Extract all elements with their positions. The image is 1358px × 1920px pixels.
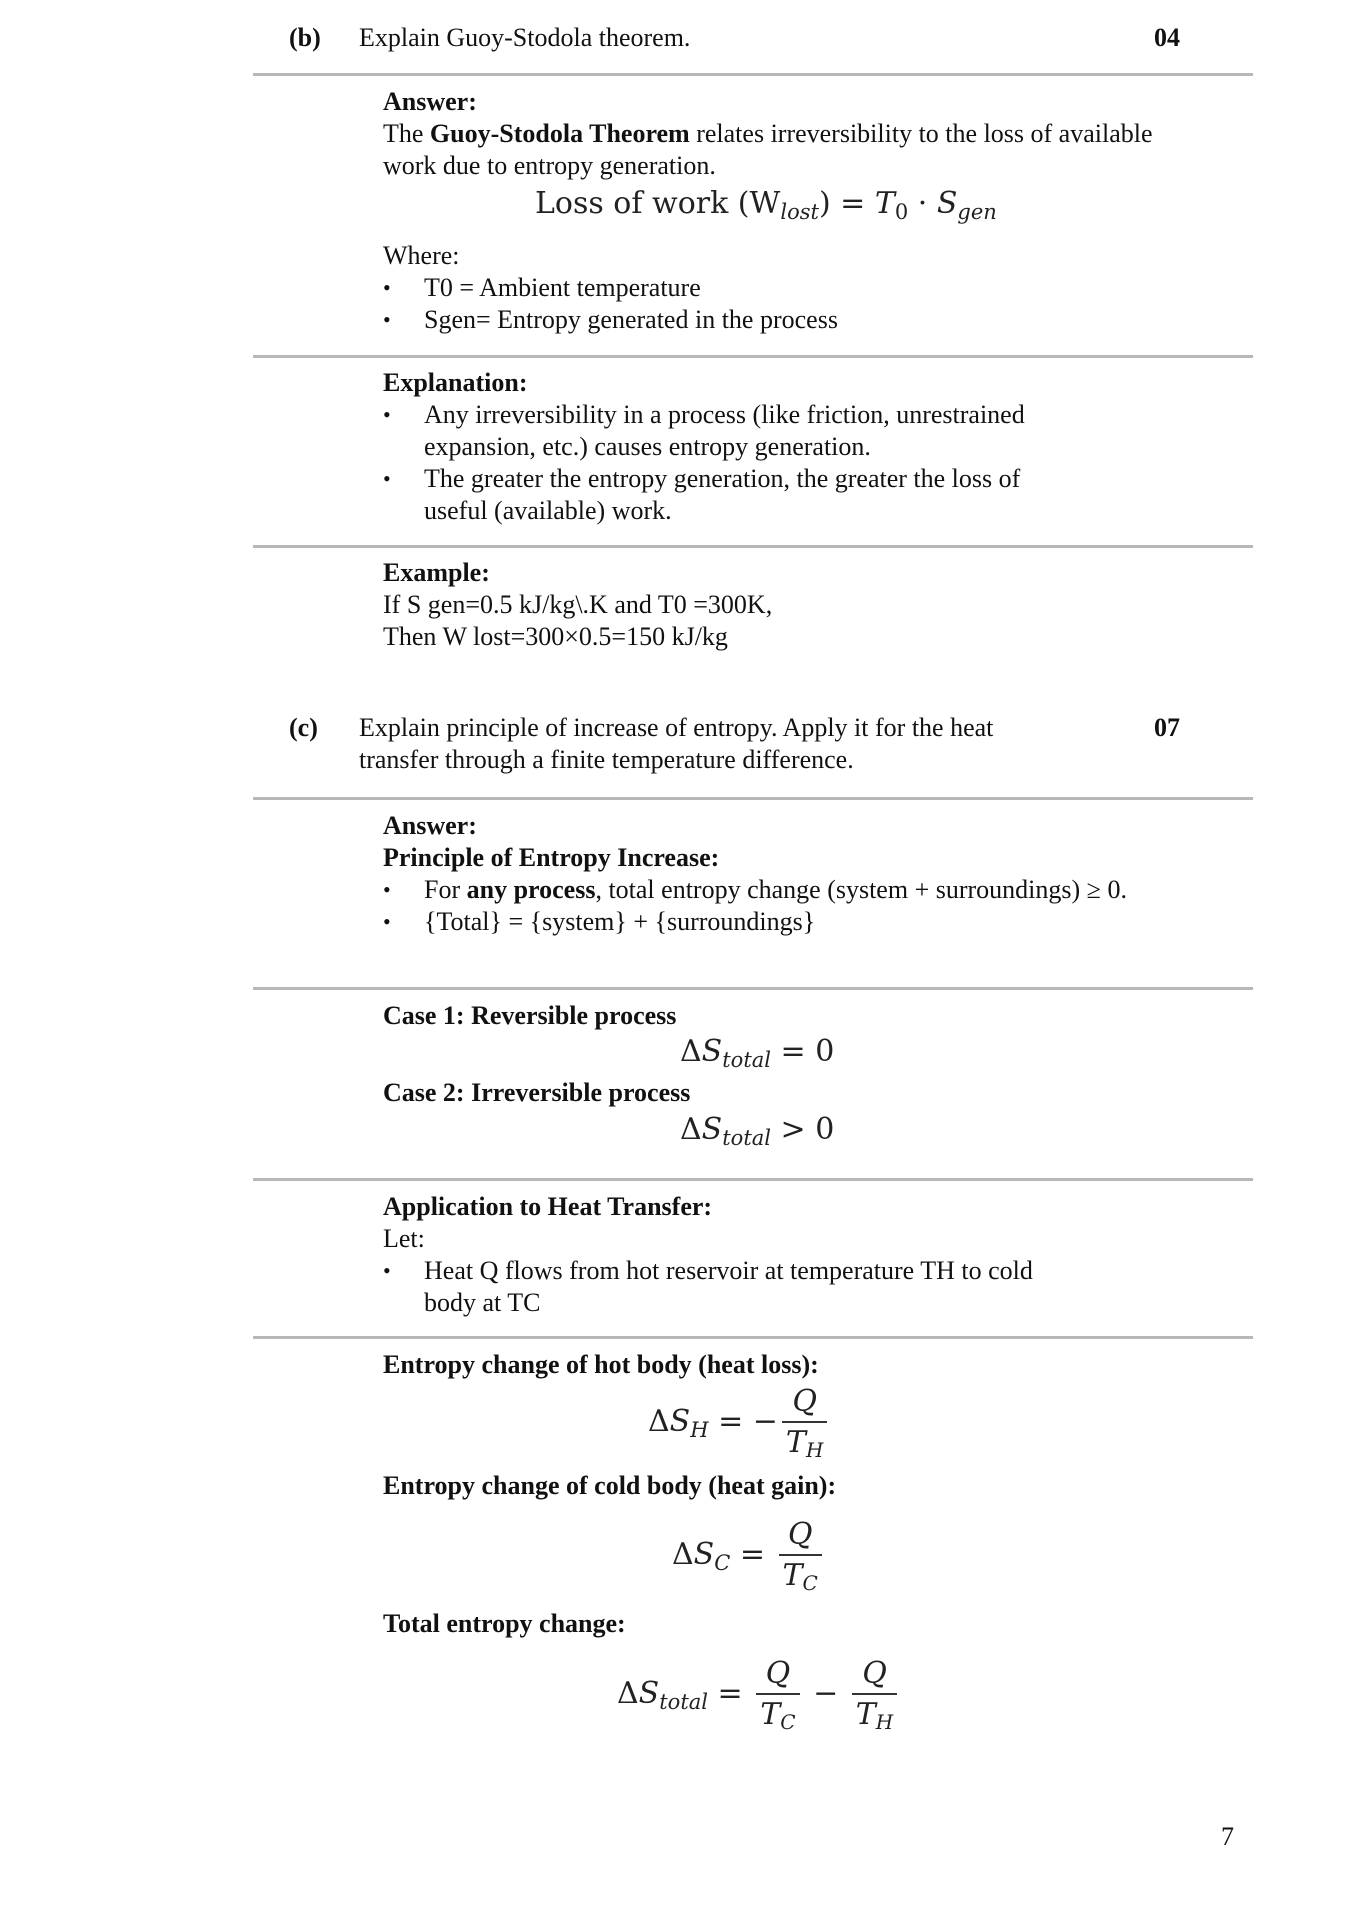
principle-heading: Principle of Entropy Increase: bbox=[383, 843, 720, 872]
answer-heading: Answer: bbox=[383, 811, 477, 840]
answer-heading: Answer: bbox=[383, 87, 477, 116]
hot-body-heading: Entropy change of hot body (heat loss): bbox=[383, 1350, 819, 1379]
list-item: • For any process, total entropy change (system + surroundings) ≥ 0. bbox=[383, 874, 1133, 906]
explanation-heading: Explanation: bbox=[383, 368, 528, 397]
total-heading: Total entropy change: bbox=[383, 1609, 626, 1638]
page-number: 7 bbox=[1221, 1822, 1234, 1851]
where-section bbox=[383, 240, 1183, 336]
application-section bbox=[383, 1191, 1133, 1319]
principle-list bbox=[383, 874, 1133, 938]
question-label: (b) bbox=[289, 23, 321, 52]
question-marks: 04 bbox=[1154, 23, 1180, 52]
hot-body-equation: $\Delta S_H$ = − $\frac{Q}{T_H}$ bbox=[648, 1384, 831, 1462]
reversible-equation: $\Delta S_{total} = 0$ bbox=[680, 1034, 835, 1072]
answer-c bbox=[383, 810, 1133, 938]
case1-heading: Case 1: Reversible process bbox=[383, 1001, 677, 1030]
total-entropy-equation: $\Delta S_{total}$ = $\frac{Q}{T_C}$ − $\frac{Q}{T_H}$ bbox=[617, 1656, 901, 1734]
question-text: Explain Guoy-Stodola theorem. bbox=[359, 23, 691, 52]
irreversible-equation: $\Delta S_{total} > 0$ bbox=[680, 1112, 835, 1150]
example-line: Then W lost=300×0.5=150 kJ/kg bbox=[383, 622, 728, 651]
case2-heading-wrap bbox=[383, 1077, 1183, 1109]
example-line: If S gen=0.5 kJ/kg\.K and T0 =300K, bbox=[383, 590, 773, 619]
cold-body-equation: $\Delta S_C$ = $\frac{Q}{T_C}$ bbox=[672, 1517, 826, 1595]
list-item: • T0 = Ambient temperature bbox=[383, 272, 1183, 304]
case2-heading: Case 2: Irreversible process bbox=[383, 1078, 691, 1107]
case1-heading-wrap bbox=[383, 1000, 1183, 1032]
hot-body-heading-wrap bbox=[383, 1349, 1183, 1381]
answer-intro: The Guoy-Stodola Theorem relates irreversibility to the loss of available work due to entropy generation. bbox=[383, 119, 1153, 180]
divider bbox=[253, 797, 1253, 800]
example-heading: Example: bbox=[383, 558, 490, 587]
explanation-list bbox=[383, 399, 1083, 527]
list-item: • The greater the entropy generation, the greater the loss of useful (available) work. bbox=[383, 463, 1083, 527]
list-item: • Heat Q flows from hot reservoir at temperature TH to cold body at TC bbox=[383, 1255, 1083, 1319]
question-text: Explain principle of increase of entropy. Apply it for the heat transfer through a finite temperature difference. bbox=[359, 713, 994, 774]
divider bbox=[253, 545, 1253, 548]
question-label: (c) bbox=[289, 713, 318, 742]
cold-body-heading: Entropy change of cold body (heat gain): bbox=[383, 1471, 837, 1500]
cold-body-heading-wrap bbox=[383, 1470, 1183, 1502]
divider bbox=[253, 355, 1253, 358]
divider bbox=[253, 1336, 1253, 1339]
question-marks: 07 bbox=[1154, 713, 1180, 742]
divider bbox=[253, 1178, 1253, 1181]
where-list bbox=[383, 272, 1183, 336]
where-label: Where: bbox=[383, 241, 460, 270]
total-heading-wrap bbox=[383, 1608, 1183, 1640]
list-item: • {Total} = {system} + {surroundings} bbox=[383, 906, 1133, 938]
list-item: • Sgen= Entropy generated in the process bbox=[383, 304, 1183, 336]
example-section bbox=[383, 557, 1183, 653]
application-heading: Application to Heat Transfer: bbox=[383, 1192, 713, 1221]
let-label: Let: bbox=[383, 1224, 425, 1253]
divider bbox=[253, 987, 1253, 990]
list-item: • Any irreversibility in a process (like friction, unrestrained expansion, etc.) causes entropy generation. bbox=[383, 399, 1083, 463]
loss-of-work-equation: Loss of work $(W_{lost}) = T_0 \cdot S_{gen}$ bbox=[535, 186, 997, 224]
divider bbox=[253, 73, 1253, 76]
application-list bbox=[383, 1255, 1083, 1319]
answer-b bbox=[383, 86, 1183, 182]
explanation-section bbox=[383, 367, 1173, 527]
